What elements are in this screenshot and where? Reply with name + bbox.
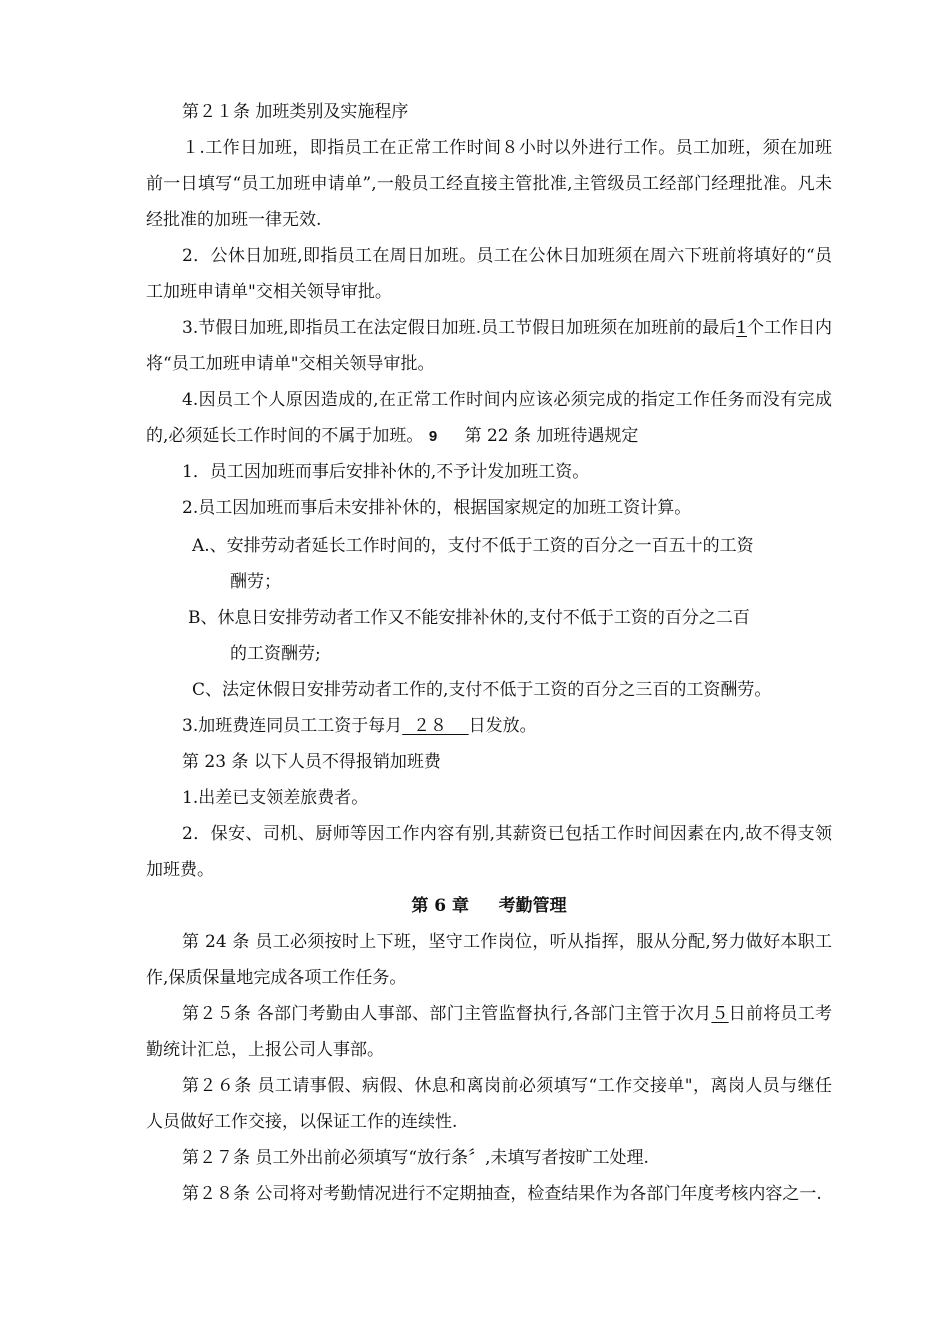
article-22-sub-c-text: C、法定休假日安排劳动者工作的,支付不低于工资的百分之三百的工资酬劳。 (192, 680, 772, 700)
article-22-sub-b-line1: B、休息日安排劳动者工作又不能安排补休的,支付不低于工资的百分之二百 (188, 608, 750, 628)
article-28: 第２８条 公司将对考勤情况进行不定期抽查，检查结果作为各部门年度考核内容之一. (182, 1184, 822, 1204)
article-22-sub-c (146, 672, 832, 708)
article-21-item-3-pre: 3.节假日加班,即指员工在法定假日加班.员工节假日加班须在加班前的最后 (182, 318, 737, 338)
article-21-item-4 (146, 382, 832, 455)
article-22-sub-a-line2: 酬劳； (230, 572, 281, 592)
article-22-sub-a (146, 528, 832, 600)
article-22-item-2: 2.员工因加班而事后未安排补休的，根据国家规定的加班工资计算。 (182, 498, 692, 518)
article-22-sub-a-line1: A.、安排劳动者延长工作时间的，支付不低于工资的百分之一百五十的工资 (192, 536, 754, 556)
article-27: 第２７条 员工外出前必须填写“放行条〞,未填写者按旷工处理. (182, 1148, 649, 1168)
article-21-item-1: １.工作日加班，即指员工在正常工作时间８小时以外进行工作。员工加班，须在加班前一日填写“员工加班申请单”,一般员工经直接主管批准,主管级员工经部门经理批准。凡未经批准的加班一律无效. (146, 138, 832, 230)
article-22-item-3-day: ２８ (402, 716, 469, 736)
article-26: 第２６条 员工请事假、病假、休息和离岗前必须填写“工作交接单"，离岗人员与继任人员做好工作交接，以保证工作的连续性. (146, 1076, 832, 1132)
article-25-pre: 第２５条 各部门考勤由人事部、部门主管监督执行,各部门主管于次月 (182, 1004, 712, 1024)
article-25-post: 日前将员工考勤统计汇总，上报公司人事部。 (146, 1004, 833, 1060)
article-21-item-3 (146, 310, 832, 382)
article-24: 第 24 条 员工必须按时上下班，坚守工作岗位，听从指挥，服从分配,努力做好本职工作,保质保量地完成各项工作任务。 (146, 932, 832, 988)
article-22-sub-b-line2: 的工资酬劳; (230, 644, 321, 664)
article-21-title-text: 第２１条 加班类别及实施程序 (182, 102, 409, 122)
article-22-item-3 (146, 708, 832, 744)
article-22-title: 第 22 条 加班待遇规定 (464, 426, 639, 446)
article-25-day: ５ (711, 1004, 729, 1024)
article-22-item-1: 1．员工因加班而事后安排补休的,不予计发加班工资。 (182, 462, 590, 482)
article-23-item-1: 1.出差已支领差旅费者。 (182, 788, 369, 808)
article-22-item-3-pre: 3.加班费连同员工工资于每月 (182, 716, 403, 736)
article-21-item-3-post: 个工作日内将“员工加班申请单"交相关领导审批。 (146, 318, 833, 374)
article-21-title (146, 94, 832, 130)
article-25 (146, 996, 832, 1068)
article-23-item-2: 2．保安、司机、厨师等因工作内容有别,其薪资已包括工作时间因素在内,故不得支领加班费。 (146, 824, 832, 880)
article-21-item-2: 2．公休日加班,即指员工在周日加班。员工在公休日加班须在周六下班前将填好的“员工加班申请单"交相关领导审批。 (146, 246, 832, 302)
chapter-6-heading: 第 6 章 考勤管理 (411, 896, 567, 916)
article-21-item-4-text: 4.因员工个人原因造成的,在正常工作时间内应该必须完成的指定工作任务而没有完成的,必须延长工作时间的不属于加班。 (146, 390, 832, 446)
stray-mark: 9 (428, 428, 438, 445)
article-23-title: 第 23 条 以下人员不得报销加班费 (182, 752, 441, 772)
article-22-item-3-post: 日发放。 (468, 716, 537, 736)
article-21-item-3-days: 1 (736, 318, 747, 338)
article-22-sub-b (146, 600, 832, 672)
